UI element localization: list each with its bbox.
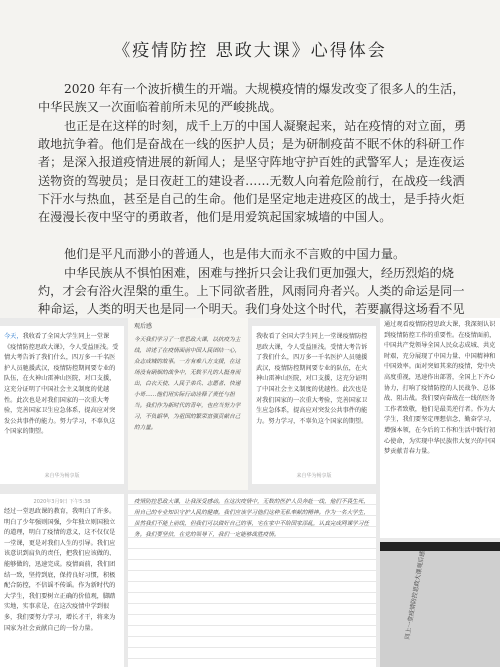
- text-column-note: [380, 318, 500, 538]
- handwritten-header: 观后感: [134, 323, 153, 330]
- highlight-text: 今天，: [4, 333, 23, 340]
- note-screenshot-1: [0, 326, 124, 484]
- handwritten-text: 同上一堂疫情防控思政大课观后感: [403, 550, 427, 641]
- dated-note-screenshot: [0, 494, 124, 667]
- photo-dark-edge: [380, 542, 500, 551]
- note-footer: 来自华为畅享版: [296, 473, 332, 479]
- note-date: 2020年3月9日 下午5:38: [33, 499, 91, 505]
- essay-paragraph-1: 2020 年有一个波折横生的开端。大规模疫情的爆发改变了很多人的生活，中华民族又一次面临着前所未见的严峻挑战。: [38, 82, 465, 115]
- note-text: 我收看了全国大学生同上一堂课疫情防控思政大课，令人受益匪浅。受情大考告诉了我们什么，四万多一千名医护人员驰援武汉，疫情防控期间要专业的队伍，在火神山雷神山医院，对口支援，这充分证明了中国社会主义制度的优越性。此次也是对我们国家的一次重大考验，完善国家卫生应急体系，提高应对突发公共事件的能力。努力学习，不辜负这个国家的期望。: [256, 333, 368, 425]
- essay-paragraph-2: 也正是在这样的时刻，成千上万的中国人凝聚起来，站在疫情的对立面，勇敢地抗争着。他们是奋战在一线的医护人员；是为研制疫苗不眠不休的科研工作者；是深入报道疫情进展的新闻人；是坚守阵地守护百姓的武警军人；是连夜运送物资的驾驶员；是日夜赶工的建设者……无数人向着危险前行，在战疫一线洒下汗水与热血，甚至是自己的生命。他们是坚定地走进疫区的战士，是手持火炬在漫漫长夜中坚守的勇敢者，他们是用爱筑起国家城墙的中国人。: [38, 119, 467, 225]
- note-footer: 来自华为畅享版: [44, 473, 80, 479]
- note-text: 经过一堂思政课的教育，我明白了许多。明白了少年强则国强，少年独立则国独立的道理，明白了疫情的意义，这不仅仅是一堂课，更是对我们人生的引导。我们应该意识到肩负的责任，把我们应该做的、能够做的，迅速完成。疫情面前，我们团结一致，坚持到底，保持良好习惯，积极配合防控，不信谣不传谣。作为新时代的大学生，我们要树立正确的价值观，脚踏实地，实事求是，在这次疫情中学到很多，我们要努力学习，增长才干，将来为国家为社会贡献自己的一份力量。: [4, 508, 116, 632]
- handwritten-text: 疫情防控思政大课，让我深受感动。在这次疫情中，无数的医护人员奔赴一线，他们不畏生死，用自己的专业知识守护人民的健康。我们应该学习他们这种无私奉献的精神。作为一名大学生，虽然我们不能上前线，但我们可以做好自己的事，宅在家中不给国家添乱，认真完成网课学习任务。我们要坚信，在党的领导下，我们一定能够战胜疫情。: [134, 499, 369, 538]
- handwritten-text: 今天我们学习了一堂思政大课，以抗疫为主线，讲述了在疫情面前中国人民团结一心，众志成城的故事。一方有难八方支援，在这场没有硝烟的战争中，无数平凡的人挺身而出，白衣天使、人民子弟兵、志愿者、快递小哥……他们用实际行动诠释了责任与担当。我们作为新时代的青年，也应当努力学习，不负韶华，为祖国的繁荣富强贡献自己的力量。: [134, 337, 241, 431]
- submission-collage: [0, 318, 500, 667]
- essay-title: 《疫情防控 思政大课》心得体会: [113, 41, 387, 61]
- note-text: 我收看了全国大学生同上一堂课《疫情防控思政大课》，令人受益匪浅。受情大考告诉了我们什么，四万多一千名医护人员驰援武汉，疫情防控期间要专业的队伍，在火神山雷神山医院，对口支援，这充分证明了中国社会主义制度的优越性。此次也是对我们国家的一次重大考验，完善国家卫生应急体系，提高应对突发公共事件的能力。努力学习，不辜负这个国家的期望。: [4, 333, 119, 436]
- essay-paragraph-3: 他们是平凡而渺小的普通人，也是伟大而永不言败的中国力量。: [64, 247, 406, 261]
- note-screenshot-2: [252, 326, 376, 484]
- rotated-handwriting-photo: [380, 542, 500, 667]
- handwritten-essay-photo: [128, 318, 248, 490]
- note-text: 通过观看疫情防控思政大课，我深刻认识到疫情防控工作的重要性。在疫情面前，中国共产党领导全国人民众志成城、共克时艰，充分展现了中国力量、中国精神和中国效率。面对突如其来的疫情，党中央高度重视，迅速作出部署，全国上下齐心协力，打响了疫情防控的人民战争、总体战、阻击战。我们要向奋战在一线的医务工作者致敬，他们是最美逆行者。作为大学生，我们要坚定理想信念，勤奋学习，增强本领，在今后的工作和生活中践行初心使命，为实现中华民族伟大复兴的中国梦贡献青春力量。: [384, 321, 496, 456]
- essay-paragraph-4: 中华民族从不惧怕困难，困难与挫折只会让我们更加强大，经历烈焰的烧灼，才会有浴火涅槃的重生。上下同欲者胜，风雨同舟者兴。人类的命运是同一种命运，人类的明天也是同一个明天。我们身处这个时代，若要赢得这场看不见: [38, 266, 465, 317]
- lined-paper-photo: [128, 494, 376, 667]
- essay-page: [0, 0, 500, 318]
